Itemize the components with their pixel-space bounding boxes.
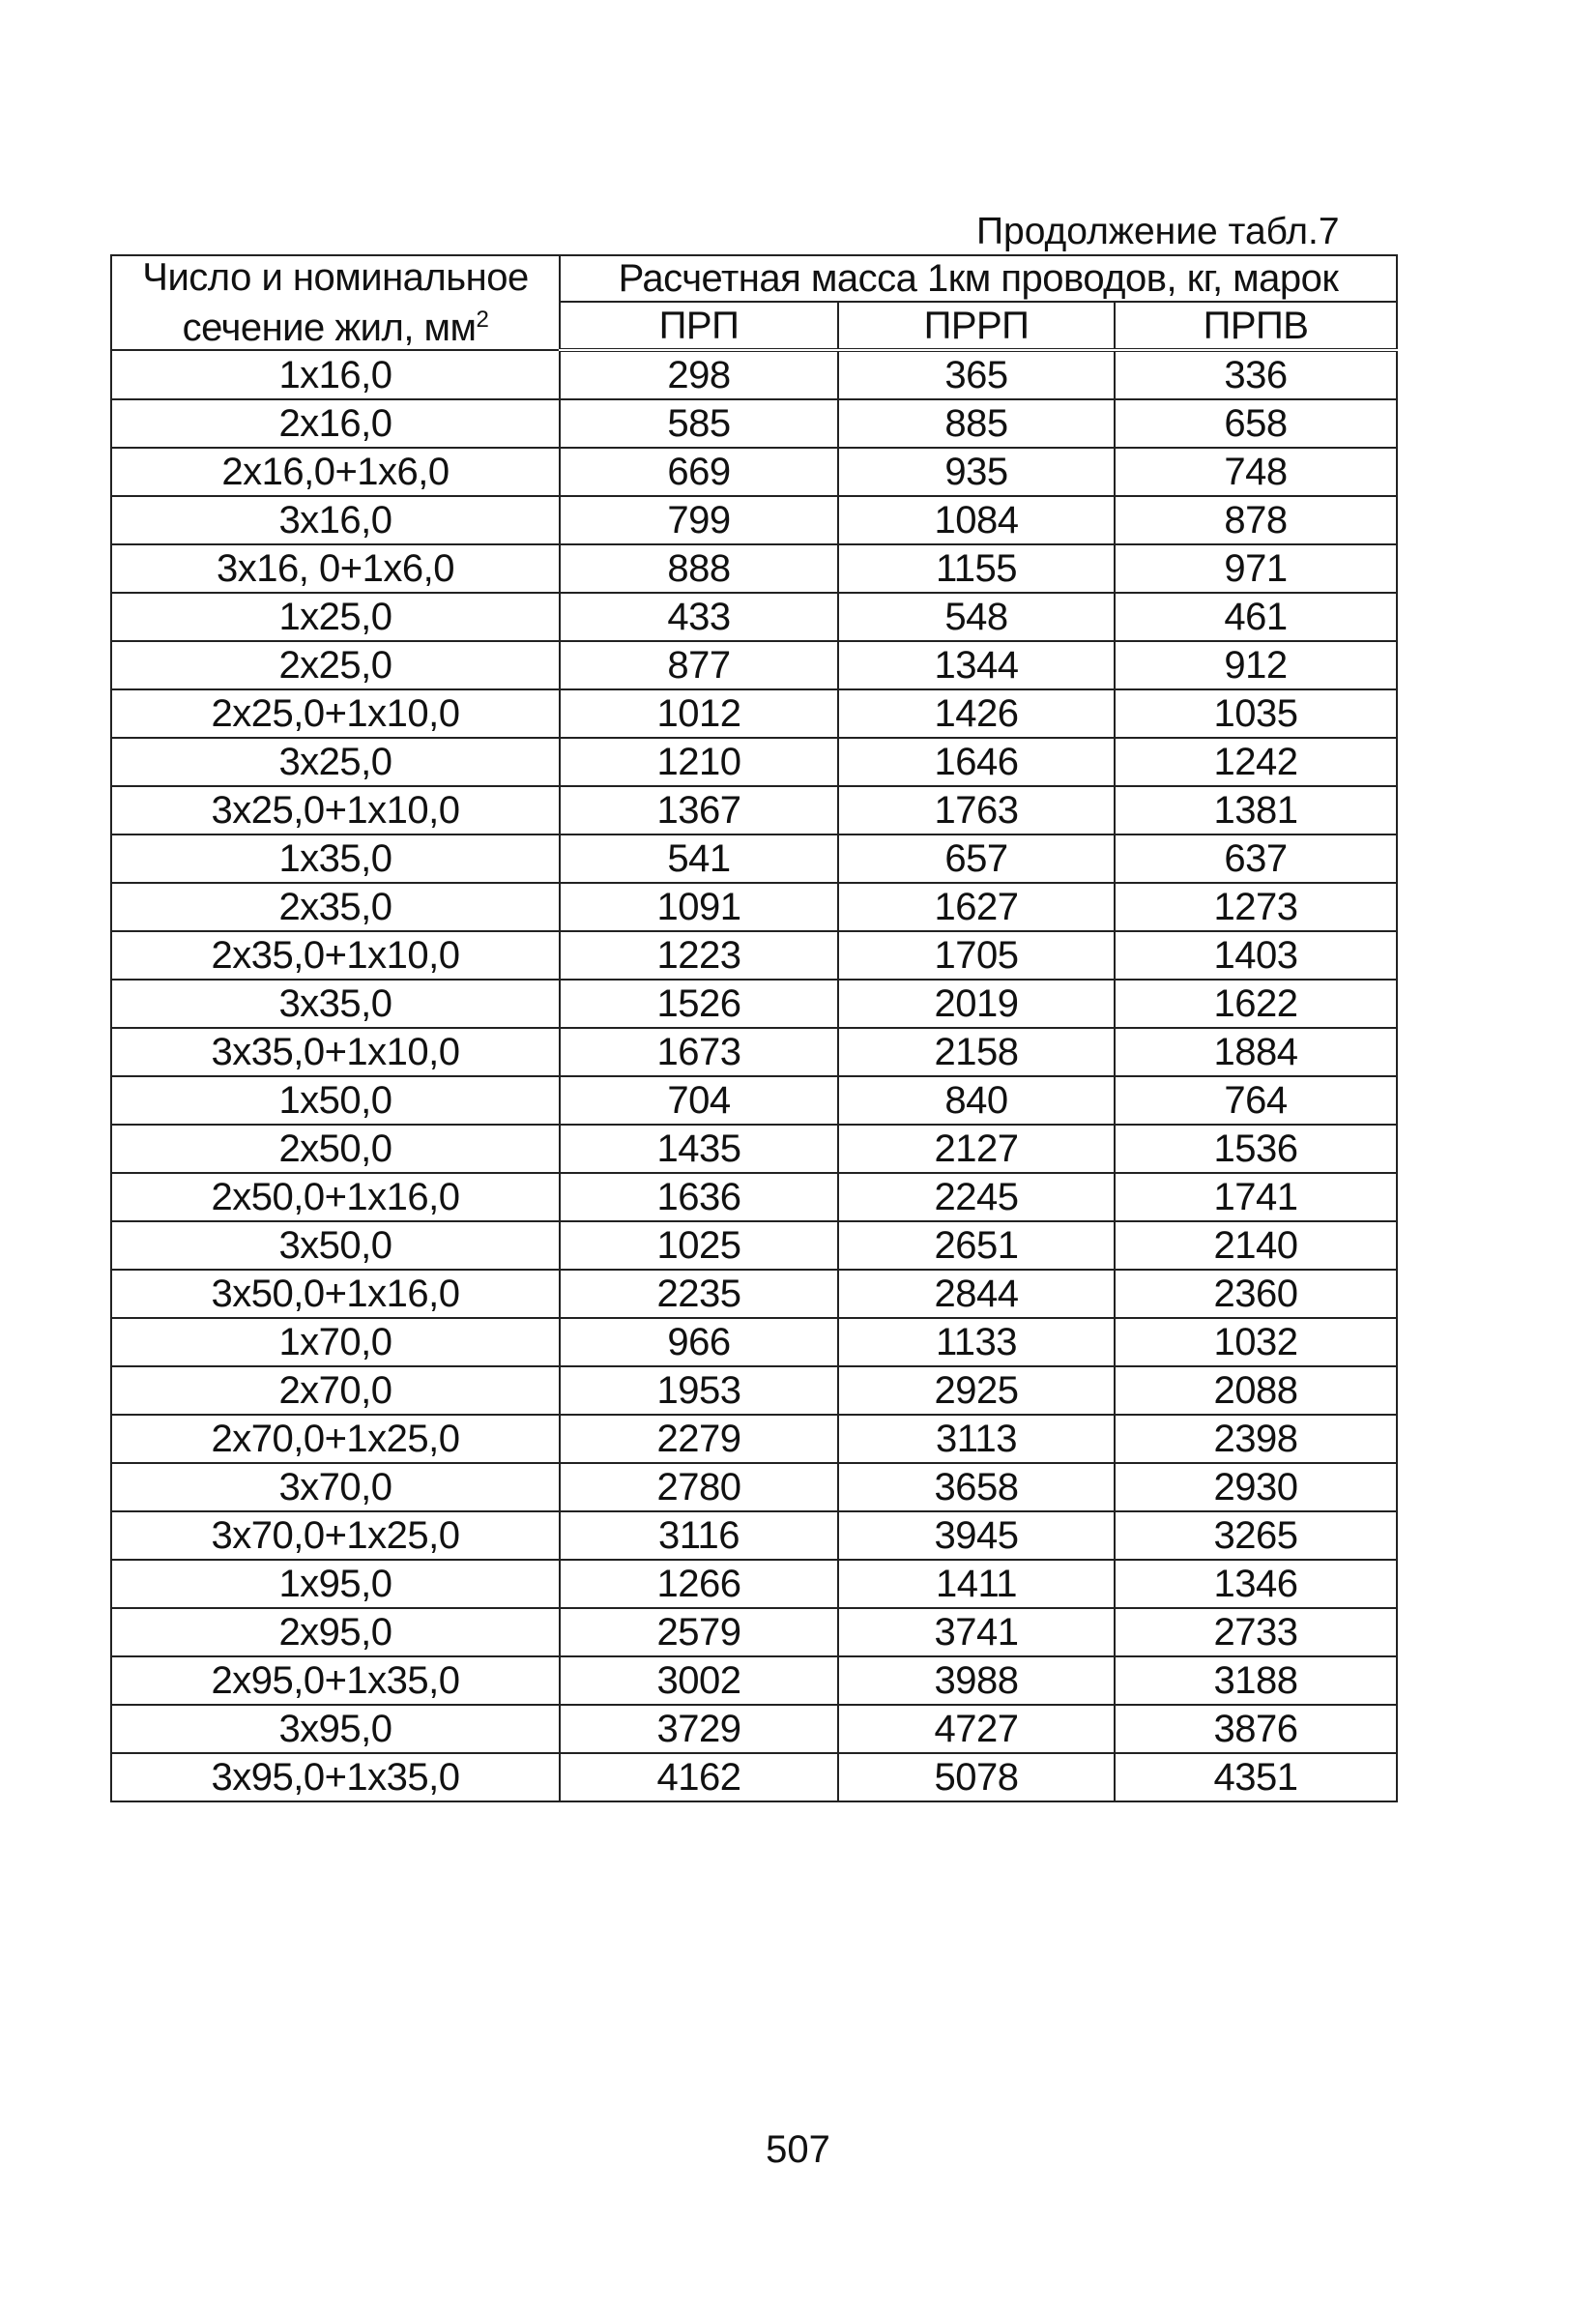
- mass-prp-cell: 3729: [560, 1705, 838, 1753]
- table-row: [111, 496, 1397, 544]
- mass-prp-cell: 433: [560, 593, 838, 641]
- mass-prp-cell: 669: [560, 448, 838, 496]
- table-row: [111, 399, 1397, 448]
- cross-section-cell: 1х70,0: [111, 1318, 560, 1366]
- mass-prpv-cell: 1381: [1115, 786, 1397, 834]
- cross-section-cell: 1х16,0: [111, 350, 560, 399]
- mass-prrp-cell: 2651: [838, 1221, 1115, 1270]
- mass-prrp-cell: 3945: [838, 1511, 1115, 1560]
- mass-prpv-cell: 3265: [1115, 1511, 1397, 1560]
- cross-section-cell: 2х50,0: [111, 1125, 560, 1173]
- mass-prrp-cell: 3113: [838, 1415, 1115, 1463]
- mass-prrp-cell: 840: [838, 1076, 1115, 1125]
- cross-section-cell: 3х70,0: [111, 1463, 560, 1511]
- mass-prp-cell: 1210: [560, 738, 838, 786]
- cross-section-cell: 2х35,0: [111, 883, 560, 931]
- table-row: [111, 689, 1397, 738]
- mass-group-header: Расчетная масса 1км проводов, кг, марок: [560, 255, 1397, 302]
- table-row: [111, 1705, 1397, 1753]
- table-body: [111, 350, 1397, 1801]
- mass-prpv-cell: 1242: [1115, 738, 1397, 786]
- mass-prpv-cell: 2930: [1115, 1463, 1397, 1511]
- table-row: [111, 1511, 1397, 1560]
- cross-section-cell: 2х95,0+1х35,0: [111, 1656, 560, 1705]
- mass-prpv-cell: 1741: [1115, 1173, 1397, 1221]
- table-row: [111, 1608, 1397, 1656]
- mass-prpv-cell: 461: [1115, 593, 1397, 641]
- mass-prpv-cell: 336: [1115, 350, 1397, 399]
- table-row: [111, 544, 1397, 593]
- cross-section-cell: 3х50,0: [111, 1221, 560, 1270]
- mass-prpv-cell: 764: [1115, 1076, 1397, 1125]
- mass-prp-cell: 3116: [560, 1511, 838, 1560]
- mass-prpv-cell: 1403: [1115, 931, 1397, 980]
- column-header-line-2: сечение жил, мм: [182, 307, 477, 349]
- mass-prpv-cell: 3876: [1115, 1705, 1397, 1753]
- table-row: [111, 738, 1397, 786]
- mass-prp-cell: 585: [560, 399, 838, 448]
- column-header-superscript: 2: [476, 307, 489, 333]
- mass-prpv-cell: 2088: [1115, 1366, 1397, 1415]
- mass-prpv-cell: 748: [1115, 448, 1397, 496]
- cross-section-cell: 1х35,0: [111, 834, 560, 883]
- mass-prpv-cell: 637: [1115, 834, 1397, 883]
- mass-prrp-cell: 1705: [838, 931, 1115, 980]
- mass-prrp-cell: 1646: [838, 738, 1115, 786]
- mass-prpv-cell: 971: [1115, 544, 1397, 593]
- mass-prrp-cell: 3658: [838, 1463, 1115, 1511]
- table-row: [111, 1753, 1397, 1801]
- cross-section-cell: 3х25,0+1х10,0: [111, 786, 560, 834]
- cross-section-cell: 2х70,0+1х25,0: [111, 1415, 560, 1463]
- mass-prp-cell: 1673: [560, 1028, 838, 1076]
- table-row: [111, 1173, 1397, 1221]
- mass-prpv-cell: 1884: [1115, 1028, 1397, 1076]
- table-row: [111, 834, 1397, 883]
- mass-prp-cell: 1435: [560, 1125, 838, 1173]
- table-row: [111, 931, 1397, 980]
- mass-prrp-cell: 5078: [838, 1753, 1115, 1801]
- mass-prrp-cell: 2925: [838, 1366, 1115, 1415]
- table-row: [111, 1318, 1397, 1366]
- mass-prp-cell: 1636: [560, 1173, 838, 1221]
- table-row: [111, 883, 1397, 931]
- cross-section-cell: 3х16, 0+1х6,0: [111, 544, 560, 593]
- table-row: [111, 641, 1397, 689]
- mass-prp-cell: 888: [560, 544, 838, 593]
- table-row: [111, 593, 1397, 641]
- table-row: [111, 1270, 1397, 1318]
- mass-prrp-cell: 657: [838, 834, 1115, 883]
- mass-prp-cell: 2780: [560, 1463, 838, 1511]
- table-caption: Продолжение табл.7: [976, 211, 1340, 252]
- brand-header-prpv: ПРПВ: [1115, 302, 1397, 350]
- mass-prrp-cell: 548: [838, 593, 1115, 641]
- mass-prrp-cell: 2127: [838, 1125, 1115, 1173]
- mass-prrp-cell: 4727: [838, 1705, 1115, 1753]
- mass-prrp-cell: 1344: [838, 641, 1115, 689]
- mass-prpv-cell: 1622: [1115, 980, 1397, 1028]
- table-row: [111, 448, 1397, 496]
- table-row: [111, 1560, 1397, 1608]
- mass-prrp-cell: 1133: [838, 1318, 1115, 1366]
- mass-prpv-cell: 2140: [1115, 1221, 1397, 1270]
- mass-prp-cell: 1025: [560, 1221, 838, 1270]
- mass-prp-cell: 2235: [560, 1270, 838, 1318]
- mass-prpv-cell: 1273: [1115, 883, 1397, 931]
- header-row: [111, 255, 1397, 302]
- cross-section-cell: 1х95,0: [111, 1560, 560, 1608]
- cross-section-cell: 3х95,0: [111, 1705, 560, 1753]
- cross-section-cell: 2х50,0+1х16,0: [111, 1173, 560, 1221]
- mass-prp-cell: 1953: [560, 1366, 838, 1415]
- table-row: [111, 1463, 1397, 1511]
- mass-prp-cell: 1223: [560, 931, 838, 980]
- cross-section-cell: 3х95,0+1х35,0: [111, 1753, 560, 1801]
- brand-header-prp: ПРП: [560, 302, 838, 350]
- mass-prrp-cell: 2019: [838, 980, 1115, 1028]
- mass-prrp-cell: 2245: [838, 1173, 1115, 1221]
- mass-prp-cell: 4162: [560, 1753, 838, 1801]
- brand-header-prrp: ПРРП: [838, 302, 1115, 350]
- cross-section-cell: 2х25,0: [111, 641, 560, 689]
- table-row: [111, 980, 1397, 1028]
- cross-section-cell: 2х25,0+1х10,0: [111, 689, 560, 738]
- mass-prpv-cell: 4351: [1115, 1753, 1397, 1801]
- mass-prp-cell: 298: [560, 350, 838, 399]
- page-number: 507: [766, 2128, 830, 2171]
- table-row: [111, 1076, 1397, 1125]
- mass-prpv-cell: 2360: [1115, 1270, 1397, 1318]
- cross-section-cell: 2х16,0+1х6,0: [111, 448, 560, 496]
- mass-prp-cell: 966: [560, 1318, 838, 1366]
- table-row: [111, 350, 1397, 399]
- mass-prrp-cell: 2844: [838, 1270, 1115, 1318]
- cross-section-cell: 2х16,0: [111, 399, 560, 448]
- cross-section-cell: 2х70,0: [111, 1366, 560, 1415]
- wire-mass-table: [110, 254, 1398, 1802]
- mass-prrp-cell: 3741: [838, 1608, 1115, 1656]
- mass-prrp-cell: 1155: [838, 544, 1115, 593]
- mass-prpv-cell: 3188: [1115, 1656, 1397, 1705]
- cross-section-cell: 3х50,0+1х16,0: [111, 1270, 560, 1318]
- mass-prrp-cell: 365: [838, 350, 1115, 399]
- mass-prrp-cell: 1627: [838, 883, 1115, 931]
- mass-prrp-cell: 885: [838, 399, 1115, 448]
- table-row: [111, 1366, 1397, 1415]
- mass-prp-cell: 1367: [560, 786, 838, 834]
- mass-prpv-cell: 658: [1115, 399, 1397, 448]
- cross-section-cell: 1х25,0: [111, 593, 560, 641]
- table-row: [111, 1028, 1397, 1076]
- mass-prp-cell: 1266: [560, 1560, 838, 1608]
- column-header-line-1: Число и номинальное: [142, 256, 529, 299]
- cross-section-column-header: [111, 255, 560, 350]
- table-row: [111, 1656, 1397, 1705]
- mass-prpv-cell: 1346: [1115, 1560, 1397, 1608]
- cross-section-cell: 3х35,0: [111, 980, 560, 1028]
- mass-prrp-cell: 1426: [838, 689, 1115, 738]
- table-row: [111, 786, 1397, 834]
- cross-section-cell: 1х50,0: [111, 1076, 560, 1125]
- mass-prrp-cell: 2158: [838, 1028, 1115, 1076]
- mass-prrp-cell: 1411: [838, 1560, 1115, 1608]
- table-row: [111, 1221, 1397, 1270]
- mass-prp-cell: 2579: [560, 1608, 838, 1656]
- cross-section-cell: 3х35,0+1х10,0: [111, 1028, 560, 1076]
- cross-section-cell: 3х16,0: [111, 496, 560, 544]
- mass-prpv-cell: 2733: [1115, 1608, 1397, 1656]
- mass-prpv-cell: 1032: [1115, 1318, 1397, 1366]
- mass-prpv-cell: 878: [1115, 496, 1397, 544]
- mass-prp-cell: 541: [560, 834, 838, 883]
- mass-prrp-cell: 1084: [838, 496, 1115, 544]
- mass-prrp-cell: 1763: [838, 786, 1115, 834]
- table-row: [111, 1415, 1397, 1463]
- mass-prp-cell: 1012: [560, 689, 838, 738]
- cross-section-cell: 2х95,0: [111, 1608, 560, 1656]
- table-row: [111, 1125, 1397, 1173]
- mass-prp-cell: 704: [560, 1076, 838, 1125]
- mass-prpv-cell: 912: [1115, 641, 1397, 689]
- mass-prpv-cell: 2398: [1115, 1415, 1397, 1463]
- mass-prpv-cell: 1035: [1115, 689, 1397, 738]
- mass-prpv-cell: 1536: [1115, 1125, 1397, 1173]
- mass-prp-cell: 1526: [560, 980, 838, 1028]
- mass-prrp-cell: 935: [838, 448, 1115, 496]
- mass-prp-cell: 799: [560, 496, 838, 544]
- mass-prp-cell: 1091: [560, 883, 838, 931]
- mass-prrp-cell: 3988: [838, 1656, 1115, 1705]
- cross-section-cell: 3х70,0+1х25,0: [111, 1511, 560, 1560]
- cross-section-cell: 3х25,0: [111, 738, 560, 786]
- mass-prp-cell: 877: [560, 641, 838, 689]
- mass-prp-cell: 3002: [560, 1656, 838, 1705]
- mass-prp-cell: 2279: [560, 1415, 838, 1463]
- cross-section-cell: 2х35,0+1х10,0: [111, 931, 560, 980]
